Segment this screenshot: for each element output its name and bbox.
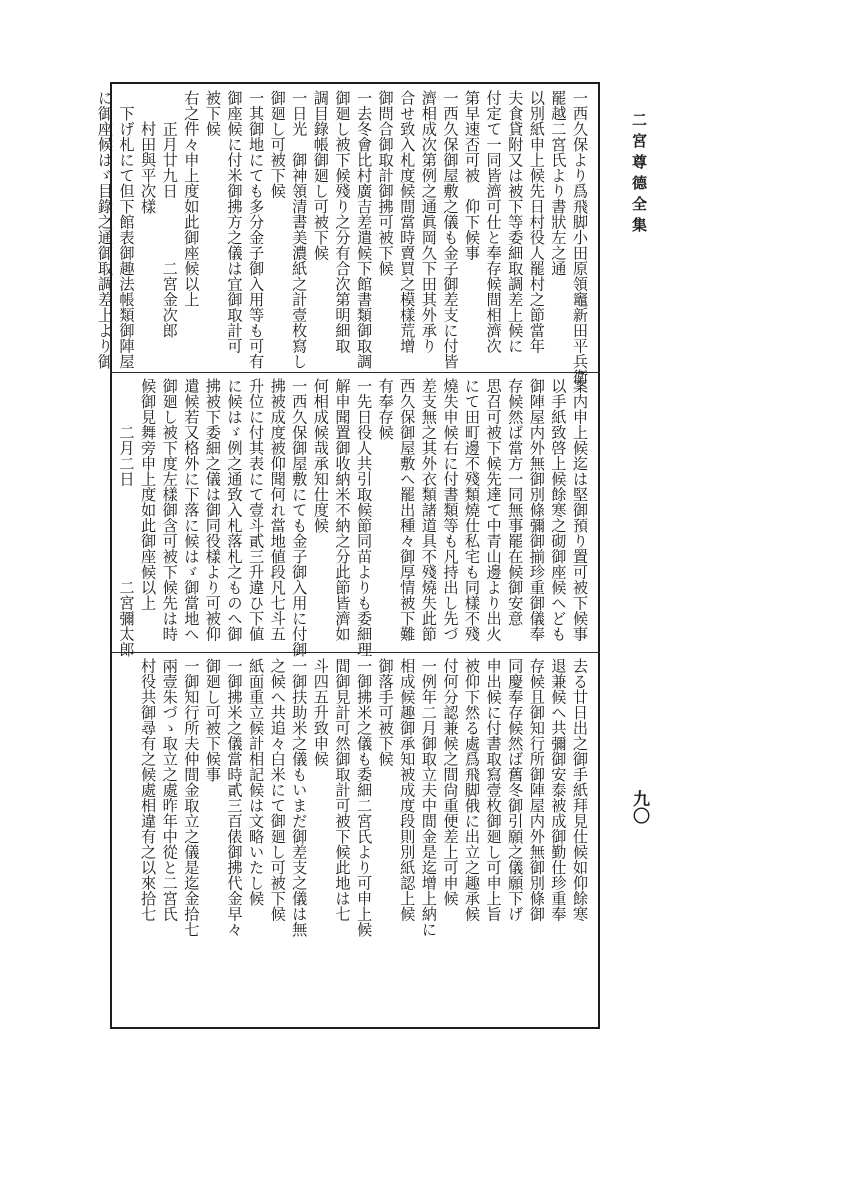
middle-tier-text: 案内申上候迄は堅御預り置可被下候事 以手紙致啓上候餘寒之砌御座候へども 御陣屋内外無御別條彌御揃珍重御儀奉 存候然ば當方一同無事罷在候御安意 思召可被下候先達て中青山邊より出火 にて田町邊不殘類燒仕私宅も同樣不殘 燒失申候右に付書類等も凡持出し先づ 差支無之其外衣類諸道具不殘燒失此節 西久保御屋敷へ罷出種々御厚情被下難 有奉存候 一先日役人共引取候節同苗よりも委細理 解申聞置御收納米不納之分此節皆濟如 何相成候哉承知仕度候 一西久保御屋敷にても金子御入用に付御 拂被成度被仰聞何れ當地値段凡七斗五 升位に付其表にて壹斗貳三升違ひ下値 に候はゞ例之通致入札落札之ものへ御 拂被下委細之儀は御同役樣より可被仰 遣候若又格外に下落に候はゞ御當地へ 御廻し被下度左樣御含可被下候先は時 候御見舞旁申上度如此御座候以上 二月二日 二宮彌太郎 — [117, 378, 589, 657]
middle-tier — [116, 378, 594, 657]
lower-tier — [116, 658, 594, 1023]
tier-divider-1 — [110, 372, 600, 373]
upper-tier-text: 一西久保より爲飛脚小田原領竈新田平兵衛 罷越二宮氏より書狀左之通 以別紙申上候先日村役人罷村之節當年 夫食貸附又は被下等委細取調差上候に 付定て一同皆濟可仕と奉存候間相濟次 第早速否可被 仰下候事 一西久保御屋敷之儀も金子御差支に付皆 濟相成次第例之通眞岡久下田其外承り 合せ致入札度候間當時賣買之模樣荒增 御問合御取計御拂可被下候 一去冬會比村廣吉差遣候下館書類御取調 御廻し被下候殘り之分有合次第明細取 調目錄帳御廻し可被下候 一日光 御神領清書美濃紙之計壹枚寫し 御廻し可被下候 一其御地にても多分金子御入用等も可有 御座候に付米御拂方之儀は宜御取計可 被下候 右之件々申上度如此御座候以上 正月廿九日 二宮金次郎 村田與平次樣 下げ札にて但下館表御趣法帳類御陣屋 に御座候はゞ目錄之通御取調差上より御 — [95, 90, 589, 385]
page-number: 九〇 — [629, 790, 649, 824]
upper-tier — [95, 90, 594, 385]
running-header-title: 二宮尊德全集 — [630, 112, 648, 238]
lower-tier-text: 去る廿日出之御手紙拜見仕候如仰餘寒 退兼候へ共彌御安泰被成御勤仕珍重奉 存候且御知行所御陣屋内外無御別條御 同慶奉存候然ば舊冬御引願之儀願下げ 申出候に付書取寫壹枚御廻し可申上旨 被仰下然る處爲飛脚俄に出立之趣承候 付何分認兼候之間尙重便差上可申候 一例年二月御取立夫中間金是迄增上納に 相成候趣御承知被成度段則別紙認上候 御落手可被下候 一御拂米之儀も委細二宮氏より可申上候 間御見計可然御取計可被下候此地は七 斗四五升致申候 一御扶助米之儀もいまだ御差支之儀は無 之候へ共追々白米にて御廻し可被下候 紙面重立候計相記候は文略いたし候 一御拂米之儀當時貳三百俵御拂代金早々 御廻し可被下候事 一御知行所夫仲間金取立之儀是迄金拾七 兩壹朱づゝ取立之處昨年中從と二宮氏 村役共御尋有之候處相違有之以來拾七 — [139, 658, 589, 937]
